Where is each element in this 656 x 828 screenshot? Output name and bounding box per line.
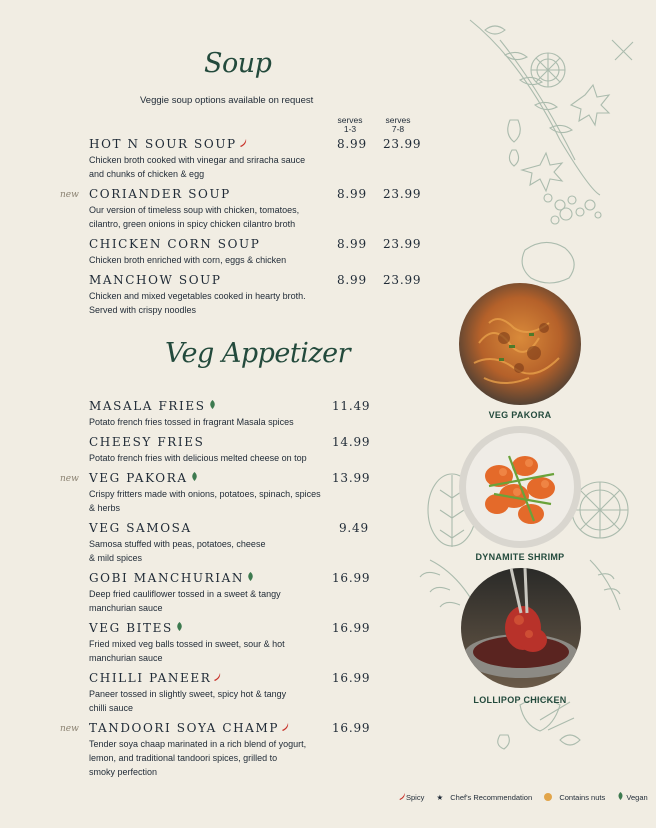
vegan-leaf-icon [191,472,198,481]
dynamite-shrimp-caption: DYNAMITE SHRIMP [475,552,565,562]
lollipop-chicken-photo [461,568,581,688]
item-price: 16.99 [332,671,371,685]
veg-pakora-image [459,283,581,405]
vegan-leaf-icon [176,622,183,631]
item-name: CHICKEN CORN SOUP [89,237,261,251]
price-serves-7-8: 23.99 [383,187,422,201]
chili-icon [281,722,289,731]
veg-pakora-photo [459,283,581,405]
soup-title: Soup [204,48,272,79]
serves-1-3-header [333,116,367,134]
item-description: Potato french fries tossed in fragrant Masala spices [89,417,294,427]
item-description: Our version of timeless soup with chicken, tomatoes, cilantro, green onions in spicy chicken cilantro broth [89,205,300,229]
item-name: CHILLI PANEER [89,671,212,685]
legend-chef-label: Chef's Recommendation [450,793,533,802]
item-name: MANCHOW SOUP [89,273,222,287]
item-price: 16.99 [332,621,371,635]
veggie-note: Veggie soup options available on request [140,95,314,106]
item-description: Fried mixed veg balls tossed in sweet, sour & hot manchurian sauce [89,639,285,663]
legend-spicy [398,793,429,802]
item-price: 14.99 [332,435,371,449]
price-serves-1-3: 8.99 [337,237,367,251]
chili-icon [239,138,247,147]
price-serves-7-8: 23.99 [383,137,422,151]
item-description: Crispy fritters made with onions, potatoes, spinach, spices & herbs [89,489,321,513]
item-name: CORIANDER SOUP [89,187,231,201]
lollipop-chicken-image [461,568,581,688]
legend [398,792,656,802]
price-serves-1-3: 8.99 [337,137,367,151]
item-description: Samosa stuffed with peas, potatoes, cheese & mild spices [89,539,266,563]
legend-chef [436,793,537,802]
item-name: HOT N SOUR SOUP [89,137,237,151]
new-badge: new [60,190,79,200]
item-description: Tender soya chaap marinated in a rich blend of yogurt, lemon, and traditional tandoori spices, grilled to smoky perfection [89,739,307,777]
new-badge: new [60,724,79,734]
item-name: CHEESY FRIES [89,435,205,449]
price-serves-7-8: 23.99 [383,237,422,251]
item-description: Chicken broth cooked with vinegar and sriracha sauce and chunks of chicken & egg [89,155,306,179]
col-header-line: 7-8 [391,124,405,134]
item-description: Deep fried cauliflower tossed in a sweet & tangy manchurian sauce [89,589,281,613]
legend-spicy-label: Spicy [406,793,425,802]
col-header-line: serves [337,115,363,125]
item-description: Paneer tossed in slightly sweet, spicy hot & tangy chilli sauce [89,689,287,713]
price-serves-1-3: 8.99 [337,187,367,201]
col-header-line: serves [385,115,411,125]
veg-pakora-caption: VEG PAKORA [488,410,552,420]
item-description: Chicken broth enriched with corn, eggs & chicken [89,255,287,265]
serves-7-8-header [381,116,415,134]
legend-vegan-label: Vegan [626,793,648,802]
col-header-line: 1-3 [343,124,357,134]
item-name: TANDOORI SOYA CHAMP [89,721,280,735]
legend-nuts [544,793,610,802]
item-name: VEG BITES [89,621,173,635]
item-price: 13.99 [332,471,371,485]
item-price: 9.49 [339,521,369,535]
legend-nuts-label: Contains nuts [559,793,606,802]
item-price: 16.99 [332,571,371,585]
chili-icon [213,672,221,681]
vegan-leaf-icon [209,400,216,409]
dynamite-shrimp-photo [459,426,581,548]
new-badge: new [60,474,79,484]
dynamite-shrimp-image [459,426,581,548]
veg-appetizer-title: Veg Appetizer [165,338,351,369]
vegan-leaf-icon [247,572,254,581]
chili-icon [398,792,406,800]
item-name: VEG SAMOSA [89,521,192,535]
legend-vegan [617,793,652,802]
nut-icon [544,793,552,801]
star-icon: ★ [436,793,444,802]
price-serves-1-3: 8.99 [337,273,367,287]
item-name: VEG PAKORA [89,471,188,485]
price-serves-7-8: 23.99 [383,273,422,287]
lollipop-chicken-caption: LOLLIPOP CHICKEN [473,695,567,705]
vegan-leaf-icon [617,792,624,800]
item-name: GOBI MANCHURIAN [89,571,244,585]
item-price: 16.99 [332,721,371,735]
item-price: 11.49 [332,399,371,413]
item-description: Potato french fries with delicious melted cheese on top [89,453,307,463]
item-name: MASALA FRIES [89,399,206,413]
item-description: Chicken and mixed vegetables cooked in hearty broth. Served with crispy noodles [89,291,306,315]
